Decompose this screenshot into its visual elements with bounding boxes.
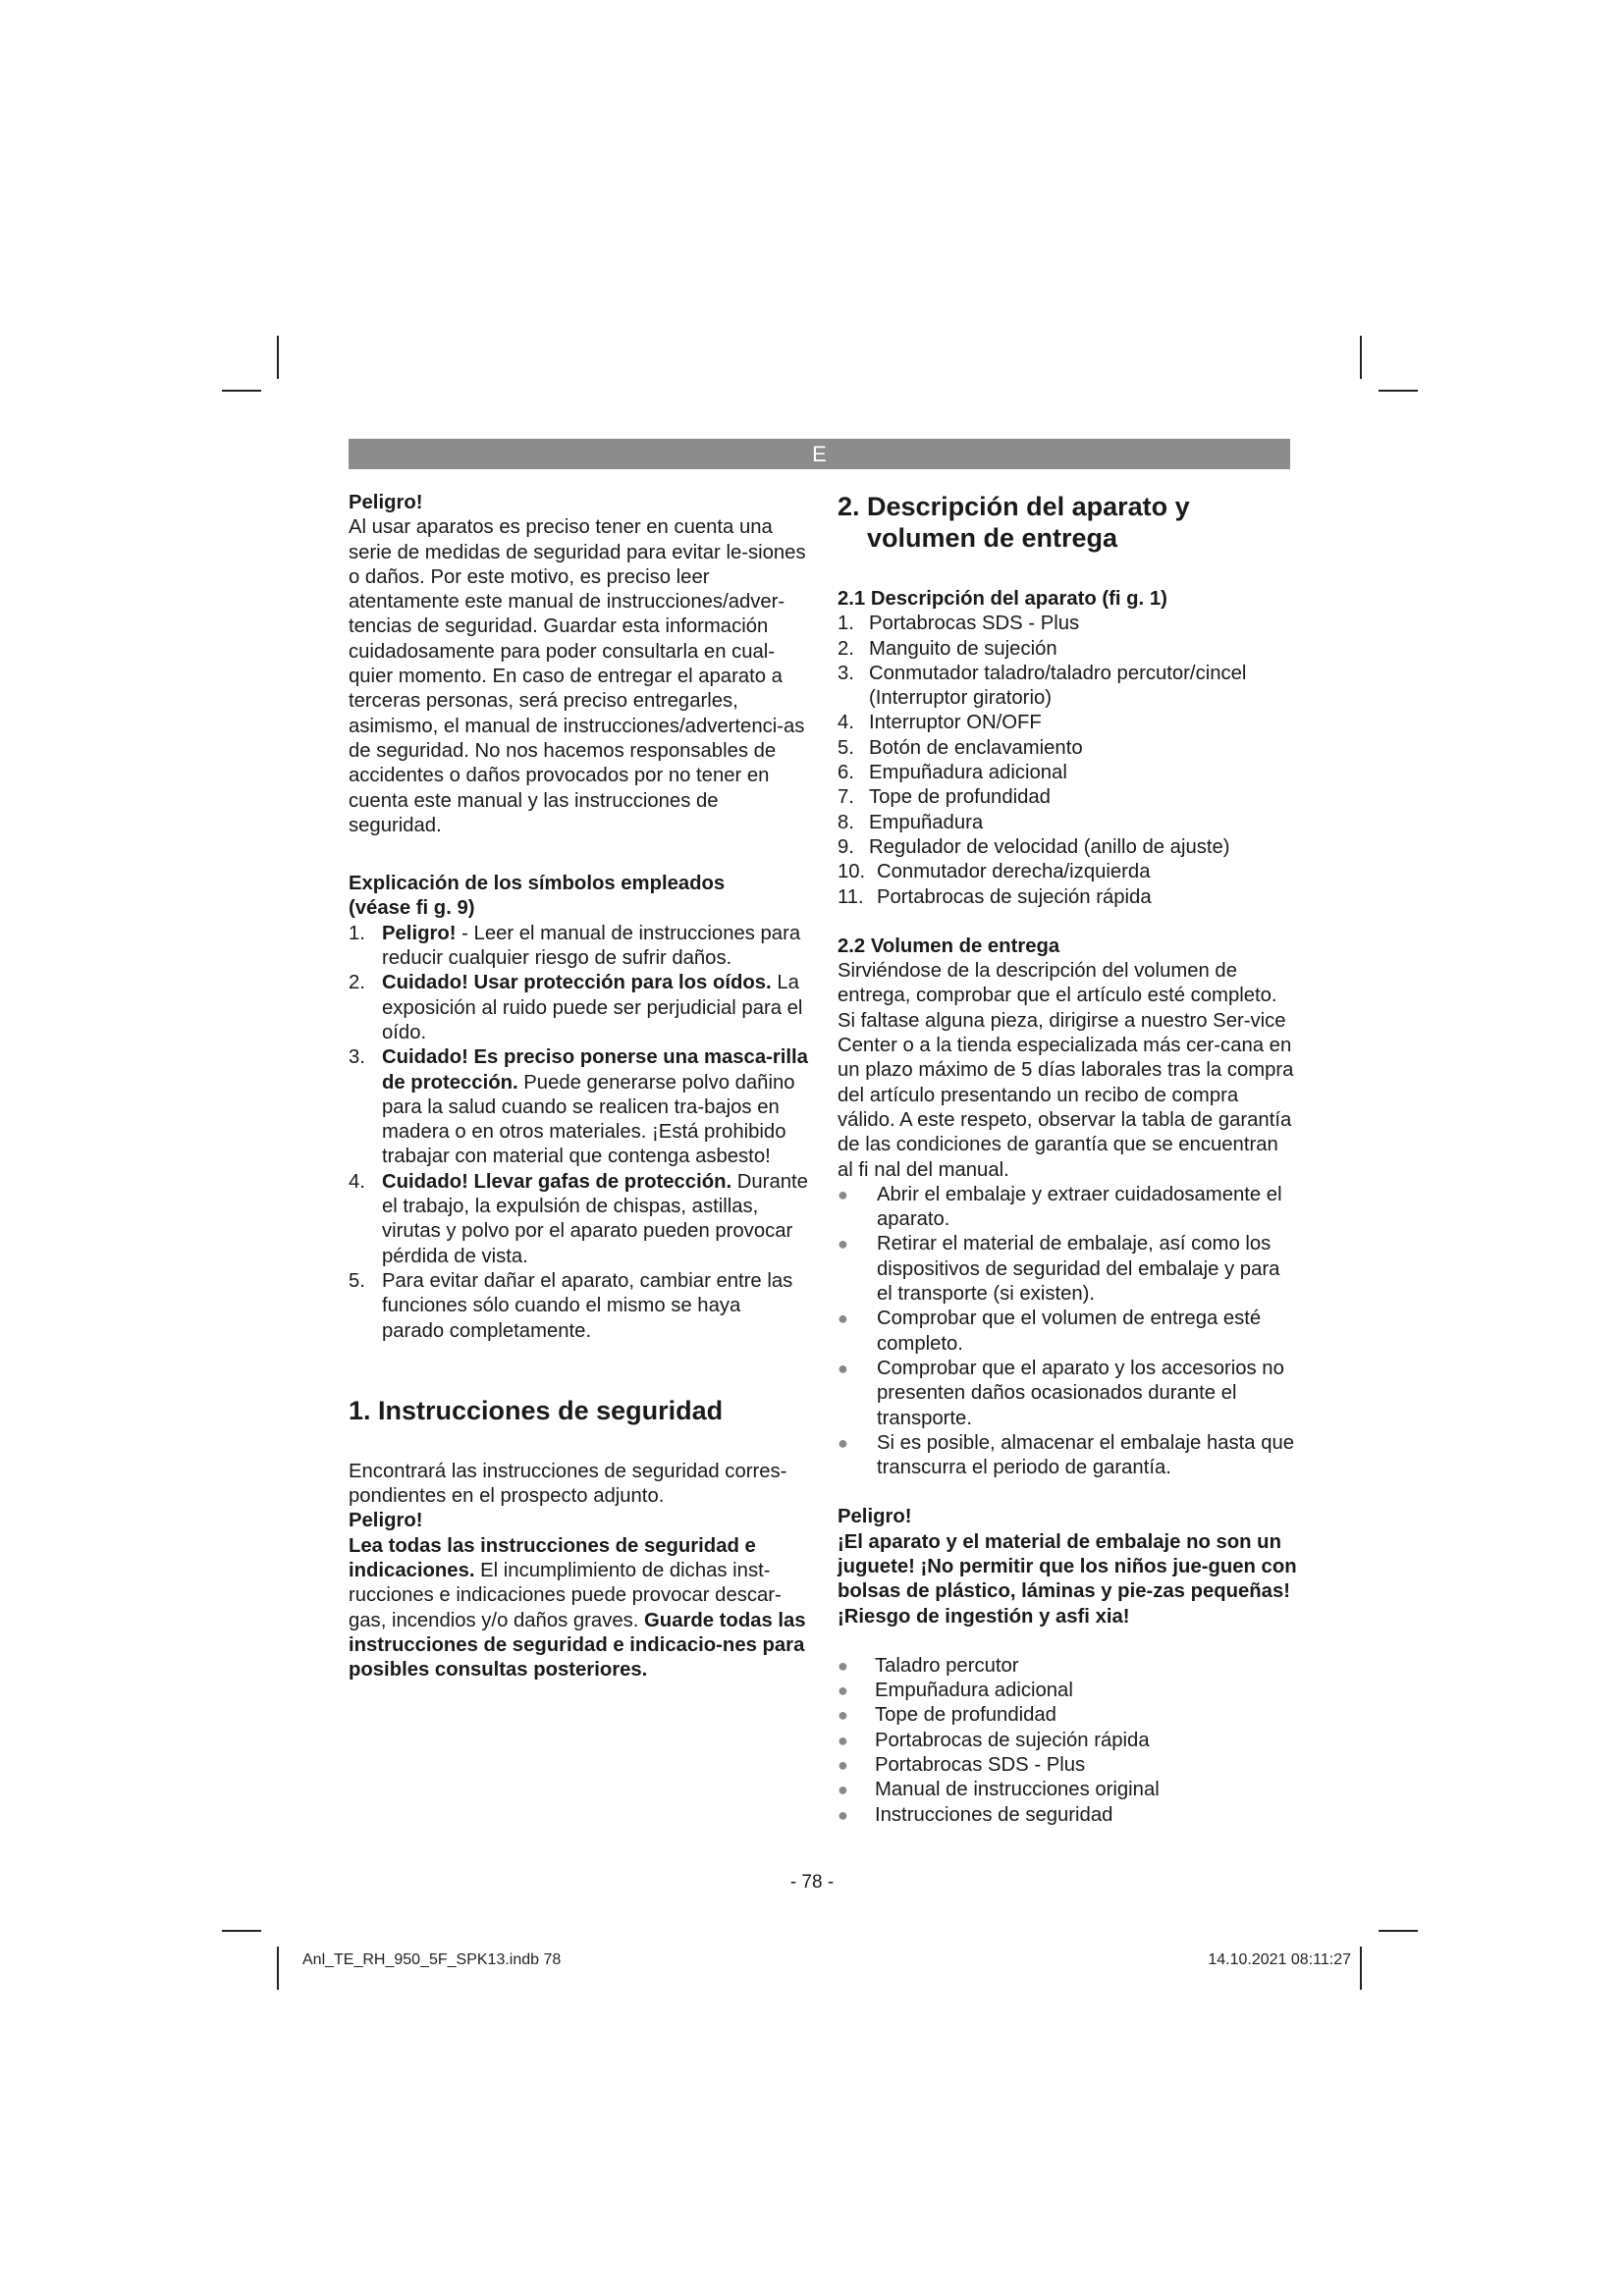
- crop-mark-top-left-v: [277, 336, 279, 379]
- section-1-title: 1. Instrucciones de seguridad: [349, 1395, 724, 1425]
- bullet-icon: ●: [838, 1730, 848, 1750]
- list-item: 2. Cuidado! Usar protección para los oídos. La exposición al ruido puede ser perjudicial para el oído.: [349, 972, 803, 1043]
- list-item: 2. Manguito de sujeción: [838, 637, 1057, 660]
- list-item: 6. Empuñadura adicional: [838, 762, 1067, 784]
- list-item: 10. Conmutador derecha/izquierda: [838, 861, 1151, 883]
- list-item: 5. Para evitar dañar el aparato, cambiar entre las funciones sólo cuando el mismo se haya parado completamente.: [349, 1269, 793, 1342]
- crop-mark-bottom-right-h: [1379, 1930, 1418, 1932]
- bullet-icon: ●: [838, 1308, 848, 1329]
- bullet-icon: ●: [838, 1184, 848, 1204]
- list-item: 4. Cuidado! Llevar gafas de protección. Durante el trabajo, la expulsión de chispas, astillas, virutas y polvo por el aparato pueden provocar pérdida de vista.: [349, 1170, 808, 1267]
- list-item: 3. Cuidado! Es preciso ponerse una masca-rilla de protección. Puede generarse polvo dañino para la salud cuando se realicen tra-bajos en madera o en otros materiales. ¡Está prohibido trabajar con material que contenga asbesto!: [349, 1046, 808, 1168]
- bullet-icon: ●: [838, 1358, 848, 1378]
- delivery-contents-list: [838, 1654, 1297, 1828]
- list-item: ● Comprobar que el volumen de entrega esté completo.: [838, 1308, 1262, 1355]
- list-item: ● Retirar el material de embalaje, así como los dispositivos de seguridad del embalaje y para el transporte (si existen).: [838, 1233, 1280, 1306]
- list-item: 1. Portabrocas SDS - Plus: [838, 613, 1080, 635]
- subsection-2-1-title: 2.1 Descripción del aparato (fi g. 1): [838, 588, 1167, 610]
- timestamp-slug: 14.10.2021 08:11:27: [1208, 1951, 1351, 1968]
- danger-paragraph: Al usar aparatos es preciso tener en cuenta una serie de medidas de seguridad para evitar le-siones o daños. Por este motivo, es preciso leer atentamente este manual de instrucciones/adver-tencias de seguridad. Guardar esta información cuidadosamente para poder consultarla en cual-quier momento. En caso de entregar el aparato a terceras personas, será preciso entregarles, asimismo, el manual de instrucciones/advertenci-as de seguridad. No nos hacemos responsables de accidentes o daños provocados por no tener en cuenta este manual y las instrucciones de seguridad.: [349, 516, 806, 836]
- subsection-2-2-title: 2.2 Volumen de entrega: [838, 934, 1060, 957]
- language-header-bar: [349, 439, 1290, 469]
- bullet-icon: ●: [838, 1234, 848, 1255]
- list-item: ● Tope de profundidad: [838, 1703, 1297, 1728]
- page-number: - 78 -: [789, 1872, 835, 1893]
- list-item: ● Comprobar que el aparato y los accesorios no presenten daños ocasionados durante el transporte.: [838, 1357, 1284, 1429]
- section-1-text: Encontrará las instrucciones de seguridad corres-pondientes en el prospecto adjunto.: [349, 1460, 787, 1508]
- left-column: [349, 491, 808, 1682]
- language-code: E: [812, 442, 827, 466]
- list-item: 1. Peligro! - Leer el manual de instrucciones para reducir cualquier riesgo de sufrir daños.: [349, 922, 801, 970]
- danger-heading-3: Peligro!: [838, 1506, 912, 1528]
- list-item: ● Si es posible, almacenar el embalaje hasta que transcurra el periodo de garantía.: [838, 1431, 1295, 1479]
- bullet-icon: ●: [838, 1780, 848, 1800]
- list-item: 8. Empuñadura: [838, 811, 984, 833]
- list-item: 4. Interruptor ON/OFF: [838, 712, 1042, 734]
- danger-heading-2: Peligro!: [349, 1510, 423, 1532]
- bullet-icon: ●: [838, 1681, 848, 1701]
- bullet-icon: ●: [838, 1755, 848, 1776]
- crop-mark-top-right-v: [1360, 336, 1362, 379]
- list-item: 11. Portabrocas de sujeción rápida: [838, 885, 1152, 908]
- bullet-icon: ●: [838, 1804, 848, 1825]
- crop-mark-bottom-left-h: [222, 1930, 261, 1932]
- subsection-2-2-text: Sirviéndose de la descripción del volumen de entrega, comprobar que el artículo esté completo. Si faltase alguna pieza, dirigirse a nuestro Ser-vice Center o a la tienda especializada más cer-cana en un plazo máximo de 5 días laborales tras la compra del artículo presentando un recibo de compra válido. A este respeto, observar la tabla de garantía de las condiciones de garantía que se encuentran al fi nal del manual.: [838, 960, 1294, 1181]
- unpacking-steps-list: [838, 1183, 1297, 1481]
- list-item: ● Abrir el embalaje y extraer cuidadosamente el aparato.: [838, 1183, 1282, 1231]
- symbols-heading-line1: Explicación de los símbolos empleados: [349, 873, 726, 895]
- section-2-title: 2. Descripción del aparato y volumen de entrega: [838, 492, 1190, 553]
- crop-mark-bottom-right-v: [1360, 1947, 1362, 1990]
- list-item: ● Instrucciones de seguridad: [838, 1803, 1297, 1828]
- list-item: 7. Tope de profundidad: [838, 786, 1051, 809]
- crop-mark-top-right-h: [1379, 390, 1418, 392]
- symbols-list: [349, 922, 808, 1344]
- list-item: ● Taladro percutor: [838, 1654, 1297, 1679]
- list-item: 3. Conmutador taladro/taladro percutor/cincel (Interruptor giratorio): [838, 662, 1247, 710]
- bullet-icon: ●: [838, 1655, 848, 1676]
- right-column: [838, 491, 1297, 1828]
- list-item: ● Portabrocas SDS - Plus: [838, 1753, 1297, 1778]
- list-item: 9. Regulador de velocidad (anillo de ajuste): [838, 835, 1230, 858]
- bullet-icon: ●: [838, 1432, 848, 1453]
- crop-mark-top-left-h: [222, 390, 261, 392]
- list-item: ● Portabrocas de sujeción rápida: [838, 1729, 1297, 1753]
- parts-list: [838, 612, 1297, 910]
- file-slug: Anl_TE_RH_950_5F_SPK13.indb 78: [302, 1951, 562, 1968]
- symbols-heading-line2: (véase fi g. 9): [349, 897, 475, 920]
- list-item: ● Empuñadura adicional: [838, 1679, 1297, 1703]
- list-item: ● Manual de instrucciones original: [838, 1778, 1297, 1802]
- list-item: 5. Botón de enclavamiento: [838, 736, 1083, 759]
- crop-mark-bottom-left-v: [277, 1947, 279, 1990]
- danger-warning-text: ¡El aparato y el material de embalaje no son un juguete! ¡No permitir que los niños jue-guen con bolsas de plástico, láminas y pie-zas pequeñas! ¡Riesgo de ingestión y asfi xia!: [838, 1530, 1297, 1628]
- safety-instructions-paragraph: Lea todas las instrucciones de seguridad e indicaciones. El incumplimiento de dichas inst-rucciones e indicaciones puede provocar descar-gas, incendios y/o daños graves. Guarde todas las instrucciones de seguridad e indicacio-nes para posibles consultas posteriores.: [349, 1534, 806, 1682]
- bullet-icon: ●: [838, 1705, 848, 1726]
- danger-heading: Peligro!: [349, 492, 423, 513]
